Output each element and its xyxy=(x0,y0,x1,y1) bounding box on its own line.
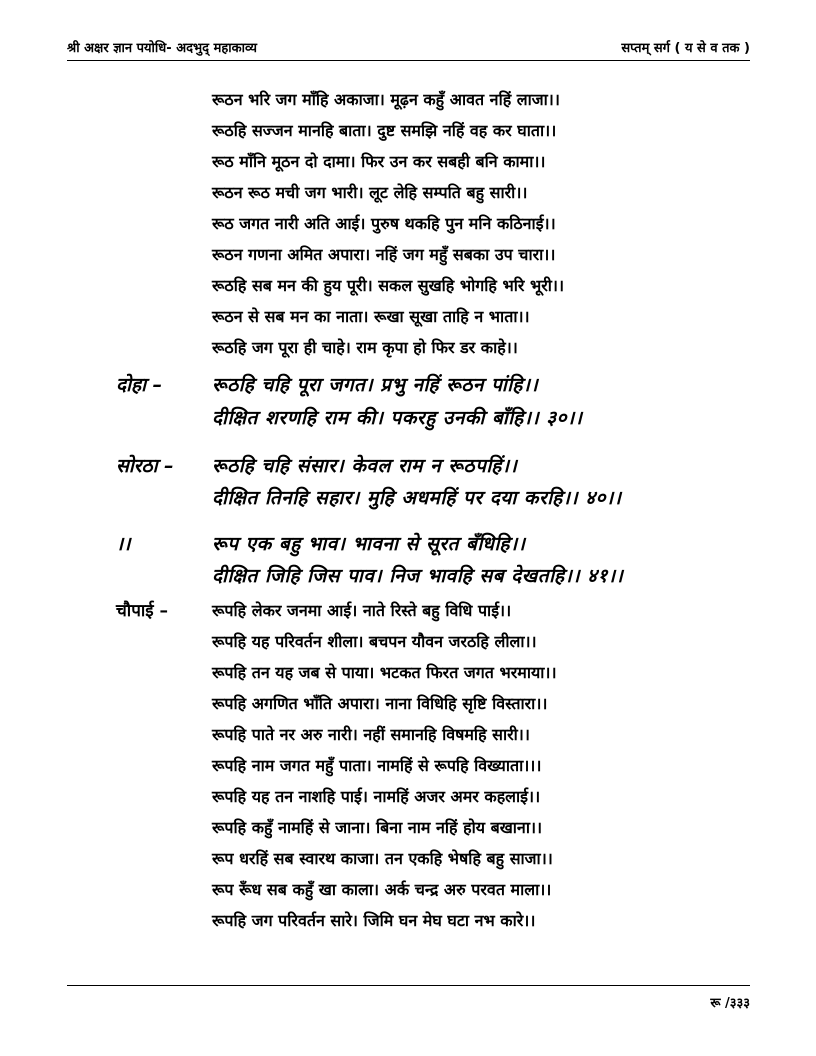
verse-41-line-1: रूप एक बहु भाव। भावना से सूरत बँधिहि।। xyxy=(212,533,526,555)
verse-line: रूपहि नाम जगत महुँ पाता। नामहिं से रूपहि विख्याता।।। xyxy=(212,756,542,775)
page-number: रू /३३३ xyxy=(710,996,750,1011)
verse-line: रूठ जगत नारी अति आई। पुरुष थकहि पुन मनि कठिनाई।। xyxy=(212,214,556,233)
verse-line: रूप रूँध सब कहुँ खा काला। अर्क चन्द्र अरु परवत माला।। xyxy=(212,880,552,899)
book-title: श्री अक्षर ज्ञान पयोधि- अदभुद् महाकाव्य xyxy=(67,41,257,56)
verse-line: रूपहि यह परिवर्तन शीला। बचपन यौवन जरठहि लीला।। xyxy=(212,632,537,651)
verse-line: रूप धरहिं सब स्वारथ काजा। तन एकहि भेषहि बहु साजा।। xyxy=(212,849,553,868)
doha-label: दोहा – xyxy=(116,374,163,396)
verse-41-line-2: दीक्षित जिहि जिस पाव। निज भावहि सब देखतहि।। ४१।। xyxy=(212,565,624,587)
sortha-label: सोरठा – xyxy=(116,455,174,477)
doha-line-2: दीक्षित शरणहि राम की। पकरहु उनकी बाँहि।। ३०।। xyxy=(212,407,583,429)
page-header xyxy=(67,36,750,61)
sortha-line-1: रूठहि चहि संसार। केवल राम न रूठपहिं।। xyxy=(212,455,518,477)
verse-line: रूठन भरि जग माँहि अकाजा। मूढ़न कहुँ आवत नहिं लाजा।। xyxy=(212,90,560,109)
verse-line: रूठन रूठ मची जग भारी। लूट लेहि सम्पति बहु सारी।। xyxy=(212,183,528,202)
verse-line: रूठन गणना अमित अपारा। नहिं जग महुँ सबका उप चारा।। xyxy=(212,245,556,264)
verse-line: रूपहि तन यह जब से पाया। भटकत फिरत जगत भरमाया।। xyxy=(212,663,557,682)
doha-line-1: रूठहि चहि पूरा जगत। प्रभु नहिं रूठन पांहि।। xyxy=(212,374,539,396)
verse-line: रूपहि लेकर जनमा आई। नाते रिस्ते बहु विधि पाई।। xyxy=(212,601,512,620)
footer-divider xyxy=(67,985,750,986)
verse-line: रूठ माँनि मूठन दो दामा। फिर उन कर सबही बनि कामा।। xyxy=(212,152,546,171)
verse-line: रूपहि जग परिवर्तन सारे। जिमि घन मेघ घटा नभ कारे।। xyxy=(212,911,536,930)
verse-line: रूठहि सब मन की हुय पूरी। सकल सुखहि भोगहि भरि भूरी।। xyxy=(212,276,565,295)
chaupai-label: चौपाई – xyxy=(116,601,169,621)
verse-line: रूठहि जग पूरा ही चाहे। राम कृपा हो फिर डर काहे।। xyxy=(212,338,518,357)
verse-line: रूठहि सज्जन मानहि बाता। दुष्ट समझि नहिं वह कर घाता।। xyxy=(212,121,557,140)
verse-41-label: ।। xyxy=(116,533,131,555)
verse-line: रूपहि पाते नर अरु नारी। नहीं समानहि विषमहि सारी।। xyxy=(212,725,530,744)
verse-line: रूपहि अगणित भाँति अपारा। नाना विधिहि सृष्टि विस्तारा।। xyxy=(212,694,548,713)
sortha-line-2: दीक्षित तिनहि सहार। मुहि अधमहिं पर दया करहि।। ४०।। xyxy=(212,487,622,509)
chapter-title: सप्तम् सर्ग ( य से व तक ) xyxy=(621,41,750,56)
verse-line: रूठन से सब मन का नाता। रूखा सूखा ताहि न भाता।। xyxy=(212,307,530,326)
verse-line: रूपहि यह तन नाशहि पाई। नामहिं अजर अमर कहलाई।। xyxy=(212,787,541,806)
verse-line: रूपहि कहुँ नामहिं से जाना। बिना नाम नहिं होय बखाना।। xyxy=(212,818,543,837)
